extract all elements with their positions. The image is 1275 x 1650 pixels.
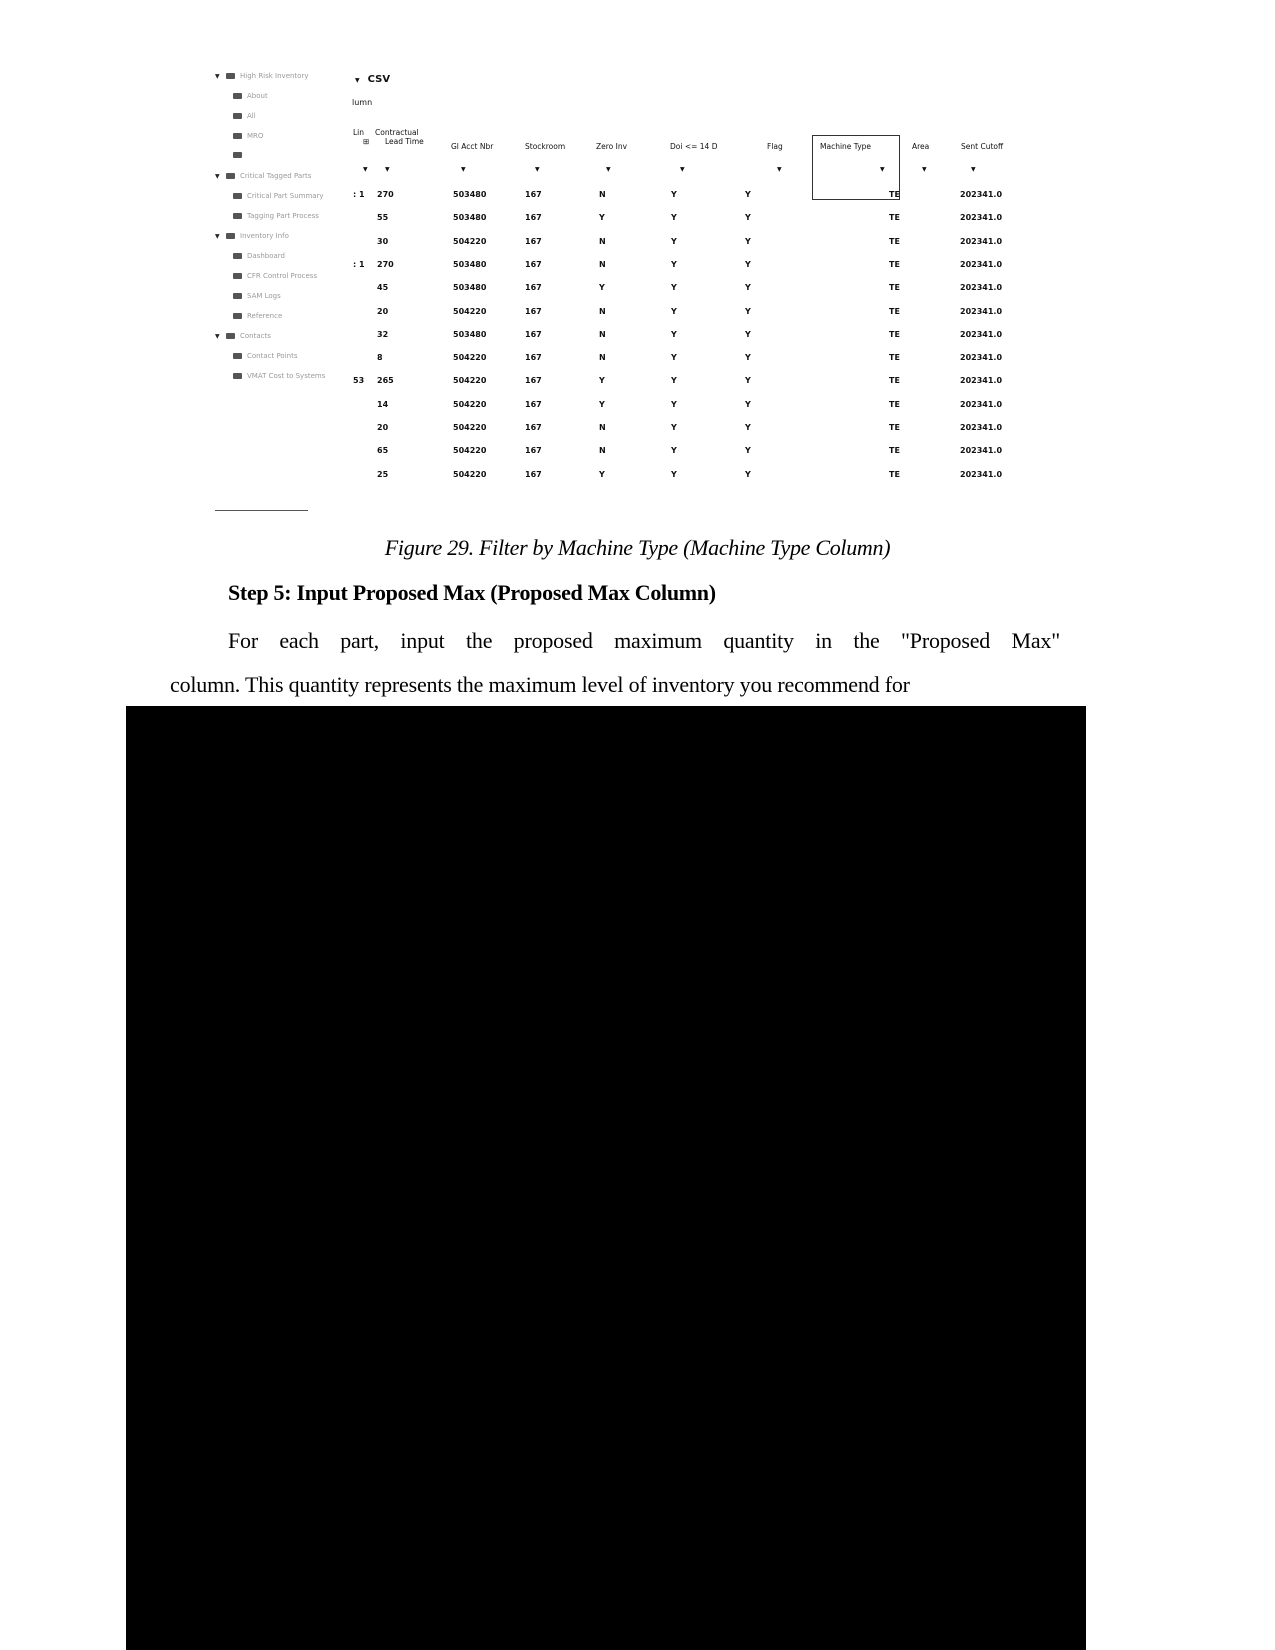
table-cell-stock: 167	[525, 190, 542, 199]
table-cell-gl: 504220	[453, 399, 487, 409]
column-header-lead[interactable]: Contractual Lead Time	[375, 128, 424, 146]
sidebar-item-label: All	[247, 112, 256, 120]
page-icon	[233, 293, 242, 299]
table-cell-machine: TE	[889, 213, 900, 223]
table-cell-zero: N	[599, 329, 606, 339]
folder-icon	[226, 333, 235, 339]
sidebar-item-label: High Risk Inventory	[240, 72, 309, 80]
figure-screenshot	[215, 62, 1065, 522]
table-cell-machine: TE	[889, 423, 900, 432]
sidebar-item[interactable]	[215, 192, 324, 200]
table-cell-stock: 167	[525, 259, 542, 269]
table-cell-doi: Y	[671, 446, 677, 456]
table-cell-doi: Y	[671, 259, 677, 269]
table-cell-gl: 503480	[453, 329, 487, 339]
table-cell-lead: 25	[377, 469, 389, 479]
table-cell-machine: TE	[889, 306, 900, 316]
table-cell-lead: 65	[377, 446, 389, 456]
summary-label: lumn	[352, 98, 373, 107]
table-cell-lead: 32	[377, 329, 389, 339]
sidebar-item-label: About	[247, 92, 268, 100]
table-cell-zero: Y	[599, 376, 605, 386]
column-header-flag[interactable]: Flag	[767, 142, 783, 151]
table-cell-lead: 270	[377, 259, 394, 269]
sidebar-item[interactable]	[215, 132, 263, 140]
page-icon	[233, 313, 242, 319]
filter-dropdown-icon[interactable]: ▼	[777, 166, 782, 173]
table-cell-machine: TE	[889, 469, 900, 479]
table-cell-doi: Y	[671, 469, 677, 479]
table-cell-sent: 202341.0	[960, 423, 1003, 432]
column-header-doi[interactable]: Doi <= 14 D	[670, 142, 718, 151]
paragraph-line: For each part, input the proposed maximum quantity in the "Proposed Max"	[228, 628, 1060, 653]
table-cell-lead: 55	[377, 213, 389, 223]
step-heading: Step 5: Input Proposed Max (Proposed Max Column)	[228, 580, 716, 605]
chevron-down-icon[interactable]: ▼	[215, 172, 220, 180]
table-cell-flag: Y	[745, 446, 751, 456]
table-cell-doi: Y	[671, 353, 677, 363]
table-cell-stock: 167	[525, 423, 542, 432]
page-icon	[233, 353, 242, 359]
table-cell-stock: 167	[525, 353, 542, 363]
table-cell-machine: TE	[889, 376, 900, 386]
machine-type-filter-highlight	[812, 135, 900, 200]
page-icon	[233, 213, 242, 219]
table-cell-flag: Y	[745, 190, 751, 199]
chevron-down-icon[interactable]: ▼	[215, 72, 220, 80]
filter-dropdown-icon[interactable]: ▼	[880, 166, 885, 173]
table-cell-gl: 504220	[453, 423, 487, 432]
table-cell-stock: 167	[525, 236, 542, 246]
table-cell-flag: Y	[745, 283, 751, 293]
table-cell-lead: 20	[377, 306, 389, 316]
sidebar-item[interactable]	[215, 332, 271, 340]
table-cell-flag: Y	[745, 353, 751, 363]
table-cell-lead: 8	[377, 353, 383, 363]
table-cell-doi: Y	[671, 306, 677, 316]
page-icon	[233, 133, 242, 139]
table-cell-lead: 270	[377, 190, 394, 199]
page-icon	[233, 113, 242, 119]
sidebar-item[interactable]	[215, 232, 289, 240]
table-cell-doi: Y	[671, 236, 677, 246]
table-cell-sent: 202341.0	[960, 469, 1003, 479]
table-cell-machine: TE	[889, 399, 900, 409]
table-cell-stock: 167	[525, 446, 542, 456]
table-cell-doi: Y	[671, 283, 677, 293]
table-cell-sent: 202341.0	[960, 399, 1003, 409]
table-cell-sent: 202341.0	[960, 190, 1003, 199]
table-cell-flag: Y	[745, 236, 751, 246]
chevron-down-icon[interactable]: ▼	[215, 332, 220, 340]
table-cell-gl: 503480	[453, 190, 487, 199]
csv-button[interactable]: ▼ CSV	[355, 74, 391, 85]
table-cell-doi: Y	[671, 329, 677, 339]
table-cell-zero: N	[599, 236, 606, 246]
column-header-zero[interactable]: Zero Inv	[596, 142, 628, 151]
redacted-region	[126, 706, 1086, 1650]
table-cell-lin: 53	[353, 376, 365, 386]
sidebar-item-label: MRO	[247, 132, 264, 140]
table-cell-sent: 202341.0	[960, 446, 1003, 456]
column-header-machine[interactable]: Machine Type	[820, 142, 872, 151]
table-cell-lin: : 1	[353, 190, 365, 199]
sidebar-item-label: Dashboard	[247, 252, 285, 260]
filter-dropdown-icon[interactable]: ▼	[461, 166, 466, 173]
sidebar-item[interactable]	[215, 92, 268, 100]
sidebar-item-label: Contact Points	[247, 352, 298, 360]
chevron-down-icon[interactable]: ▼	[215, 232, 220, 240]
table-cell-doi: Y	[671, 190, 677, 199]
table-cell-sent: 202341.0	[960, 259, 1003, 269]
table-cell-gl: 504220	[453, 236, 487, 246]
table-cell-gl: 504220	[453, 306, 487, 316]
table-cell-stock: 167	[525, 469, 542, 479]
table-cell-lead: 14	[377, 399, 389, 409]
table-cell-stock: 167	[525, 213, 542, 223]
table-cell-flag: Y	[745, 399, 751, 409]
sidebar-item-label: Critical Tagged Parts	[240, 172, 312, 180]
chevron-down-icon: ▼	[355, 77, 360, 84]
table-cell-flag: Y	[745, 213, 751, 223]
table-cell-lead: 20	[377, 423, 389, 432]
table-cell-gl: 503480	[453, 283, 487, 293]
table-cell-lin: : 1	[353, 259, 365, 269]
sidebar-item-label: Reference	[247, 312, 283, 320]
table-cell-gl: 504220	[453, 469, 487, 479]
column-header-gl[interactable]: Gl Acct Nbr	[451, 142, 494, 151]
table-cell-machine: TE	[889, 259, 900, 269]
table-cell-sent: 202341.0	[960, 213, 1003, 223]
sidebar-item[interactable]	[215, 372, 325, 380]
table-cell-flag: Y	[745, 306, 751, 316]
table-cell-doi: Y	[671, 399, 677, 409]
table-cell-zero: N	[599, 423, 606, 432]
table-cell-zero: N	[599, 446, 606, 456]
table-cell-machine: TE	[889, 190, 900, 199]
table-cell-machine: TE	[889, 283, 900, 293]
filter-dropdown-icon[interactable]: ▼	[680, 166, 685, 173]
table-cell-doi: Y	[671, 376, 677, 386]
filter-dropdown-icon[interactable]: ▼	[363, 166, 368, 173]
sidebar-item-label: Critical Part Summary	[247, 192, 324, 200]
folder-icon	[226, 173, 235, 179]
page-icon	[233, 253, 242, 259]
table-cell-stock: 167	[525, 329, 542, 339]
table-cell-zero: N	[599, 353, 606, 363]
table-cell-zero: N	[599, 190, 606, 199]
sidebar-item[interactable]	[215, 292, 281, 300]
sidebar-item[interactable]	[215, 112, 256, 120]
sidebar-item[interactable]	[215, 272, 317, 280]
table-cell-flag: Y	[745, 259, 751, 269]
table-cell-machine: TE	[889, 353, 900, 363]
table-cell-gl: 504220	[453, 353, 487, 363]
page-icon	[233, 152, 242, 158]
column-header-sent[interactable]: Sent Cutoff	[961, 142, 1004, 151]
table-cell-flag: Y	[745, 329, 751, 339]
table-cell-machine: TE	[889, 329, 900, 339]
sidebar-item-label: Tagging Part Process	[247, 212, 319, 220]
table-cell-doi: Y	[671, 213, 677, 223]
table-cell-sent: 202341.0	[960, 283, 1003, 293]
table-cell-stock: 167	[525, 376, 542, 386]
folder-icon	[226, 233, 235, 239]
sidebar-item[interactable]	[215, 352, 298, 360]
table-cell-sent: 202341.0	[960, 353, 1003, 363]
sidebar-item[interactable]	[215, 172, 311, 180]
sidebar-item[interactable]	[215, 212, 319, 220]
table-cell-sent: 202341.0	[960, 329, 1003, 339]
page-icon	[233, 273, 242, 279]
table-cell-doi: Y	[671, 423, 677, 432]
page-icon	[233, 373, 242, 379]
table-cell-sent: 202341.0	[960, 376, 1003, 386]
table-cell-gl: 504220	[453, 446, 487, 456]
table-cell-sent: 202341.0	[960, 236, 1003, 246]
table-cell-lead: 45	[377, 283, 389, 293]
sidebar-item-label: Inventory Info	[240, 232, 289, 240]
table-cell-zero: Y	[599, 469, 605, 479]
table-cell-zero: Y	[599, 213, 605, 223]
table-cell-gl: 503480	[453, 213, 487, 223]
table-cell-zero: N	[599, 259, 606, 269]
folder-icon	[226, 73, 235, 79]
table-cell-flag: Y	[745, 376, 751, 386]
sidebar-item-label: SAM Logs	[247, 292, 281, 300]
table-cell-flag: Y	[745, 469, 751, 479]
divider	[215, 510, 308, 511]
star-icon	[233, 193, 242, 199]
sidebar-item-label: VMAT Cost to Systems	[247, 372, 326, 380]
table-cell-zero: N	[599, 306, 606, 316]
sidebar-item[interactable]	[215, 72, 308, 80]
table-cell-machine: TE	[889, 236, 900, 246]
sidebar-item[interactable]	[215, 252, 285, 260]
table-cell-stock: 167	[525, 283, 542, 293]
sidebar-item[interactable]	[215, 312, 282, 320]
figure-caption: Figure 29. Filter by Machine Type (Machine Type Column)	[384, 535, 891, 560]
table-cell-gl: 503480	[453, 259, 487, 269]
page-icon	[233, 93, 242, 99]
sidebar-item-label: CFR Control Process	[247, 272, 318, 280]
filter-dropdown-icon[interactable]: ▼	[922, 166, 927, 173]
table-cell-gl: 504220	[453, 376, 487, 386]
filter-dropdown-icon[interactable]: ▼	[606, 166, 611, 173]
table-cell-flag: Y	[745, 423, 751, 432]
column-header-area[interactable]: Area	[912, 142, 930, 151]
sidebar-item-label: Contacts	[240, 332, 271, 340]
filter-dropdown-icon[interactable]: ▼	[535, 166, 540, 173]
table-cell-stock: 167	[525, 306, 542, 316]
filter-dropdown-icon[interactable]: ▼	[385, 166, 390, 173]
column-header-lin[interactable]: Lin ⊞	[353, 128, 370, 146]
paragraph-line: column. This quantity represents the maximum level of inventory you recommend for	[170, 672, 910, 697]
table-cell-stock: 167	[525, 399, 542, 409]
table-cell-machine: TE	[889, 446, 900, 456]
table-cell-lead: 30	[377, 236, 389, 246]
table-cell-zero: Y	[599, 399, 605, 409]
table-cell-lead: 265	[377, 376, 394, 386]
column-header-stock[interactable]: Stockroom	[525, 142, 566, 151]
table-cell-sent: 202341.0	[960, 306, 1003, 316]
filter-dropdown-icon[interactable]: ▼	[971, 166, 976, 173]
sidebar-item[interactable]	[215, 152, 247, 158]
table-cell-zero: Y	[599, 283, 605, 293]
